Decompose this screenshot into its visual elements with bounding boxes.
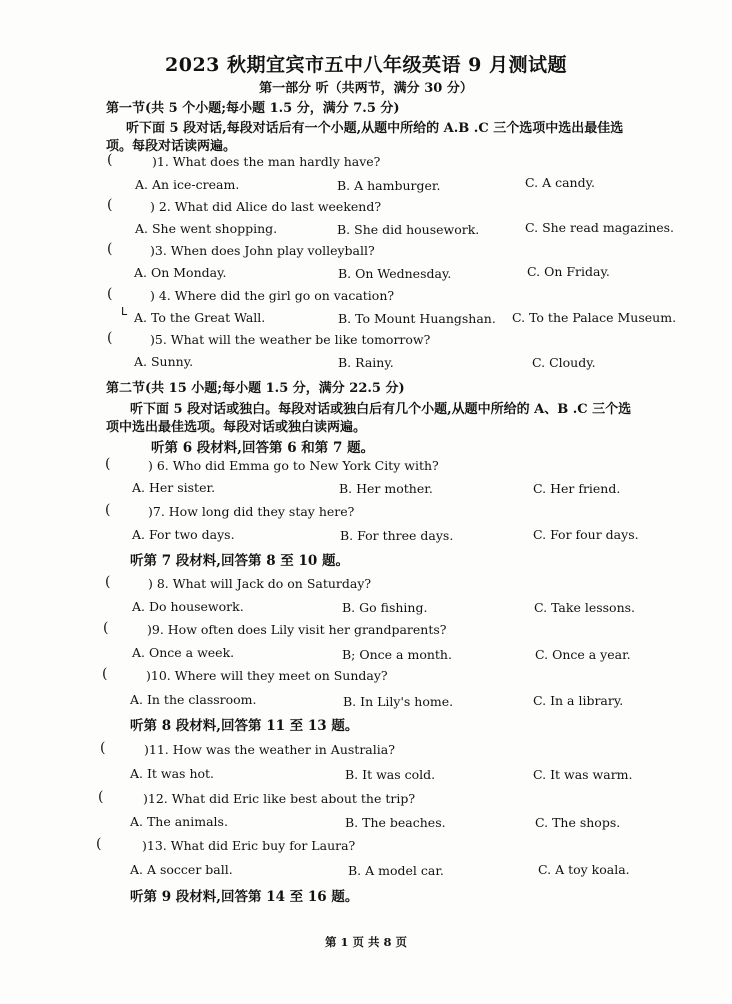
question-8-option-a: A. Do housework. [132, 599, 244, 614]
answer-paren: ( [107, 286, 113, 302]
question-6-option-b: B. Her mother. [339, 481, 433, 496]
question-12-text: )12. What did Eric like best about the trip? [143, 791, 416, 806]
section-one-instruction-line1: 听下面 5 段对话,每段对话后有一个小题,从题中所给的 A.B .C 三个选项中选出最佳选 [126, 121, 624, 136]
question-2-option-c: C. She read magazines. [525, 220, 675, 235]
question-1-option-c: C. A candy. [525, 175, 595, 190]
answer-paren: ( [105, 456, 111, 472]
answer-paren: ( [103, 620, 109, 636]
question-1-option-a: A. An ice-cream. [135, 177, 240, 192]
question-2-text: ) 2. What did Alice do last weekend? [150, 199, 382, 214]
question-3-option-b: B. On Wednesday. [338, 266, 452, 281]
question-10-option-b: B. In Lily's home. [343, 694, 454, 709]
question-7-text: )7. How long did they stay here? [148, 504, 355, 519]
answer-paren: ( [107, 330, 113, 346]
question-12-option-b: B. The beaches. [345, 815, 446, 830]
section-one-heading: 第一节(共 5 个小题;每小题 1.5 分，满分 7.5 分) [106, 101, 400, 116]
question-8-text: ) 8. What will Jack do on Saturday? [148, 576, 372, 591]
answer-paren: ( [107, 241, 113, 257]
question-5-text: )5. What will the weather be like tomorrow? [150, 332, 431, 347]
question-3-option-c: C. On Friday. [527, 264, 610, 279]
question-6-text: ) 6. Who did Emma go to New York City with? [148, 458, 439, 473]
question-6-option-c: C. Her friend. [533, 481, 621, 496]
question-4-option-a: A. To the Great Wall. [134, 310, 266, 325]
answer-paren: ( [107, 197, 113, 213]
question-8-option-c: C. Take lessons. [534, 600, 636, 615]
answer-paren: ( [107, 152, 113, 168]
question-5-option-c: C. Cloudy. [532, 355, 596, 370]
question-5-option-a: A. Sunny. [134, 354, 194, 369]
question-9-option-a: A. Once a week. [132, 645, 235, 660]
question-2-option-b: B. She did housework. [337, 222, 480, 237]
question-8-option-b: B. Go fishing. [342, 600, 428, 615]
question-4-option-b: B. To Mount Huangshan. [338, 311, 496, 326]
question-7-option-c: C. For four days. [533, 527, 639, 542]
exam-title: 2023 秋期宜宾市五中八年级英语 9 月测试题 [165, 54, 567, 76]
question-5-option-b: B. Rainy. [338, 355, 394, 370]
question-11-option-a: A. It was hot. [130, 766, 215, 781]
material-8-heading: 听第 8 段材料,回答第 11 至 13 题。 [130, 718, 359, 734]
answer-paren: ( [98, 789, 104, 805]
question-13-text: )13. What did Eric buy for Laura? [142, 838, 356, 853]
question-13-option-a: A. A soccer ball. [130, 862, 233, 877]
question-11-option-c: C. It was warm. [533, 767, 633, 782]
question-6-option-a: A. Her sister. [132, 480, 216, 495]
question-11-text: )11. How was the weather in Australia? [144, 742, 395, 757]
question-10-option-a: A. In the classroom. [130, 692, 257, 707]
question-12-option-a: A. The animals. [130, 814, 228, 829]
page-number: 第 1 页 共 8 页 [324, 935, 408, 949]
question-7-option-a: A. For two days. [132, 527, 235, 542]
question-4-option-c: C. To the Palace Museum. [512, 310, 677, 325]
question-3-text: )3. When does John play volleyball? [150, 243, 375, 258]
answer-paren: ( [102, 666, 108, 682]
question-2-option-a: A. She went shopping. [135, 221, 278, 236]
section-two-instruction-line2: 项中选出最佳选项。每段对话或独白读两遍。 [106, 420, 367, 435]
material-6-heading: 听第 6 段材料,回答第 6 和第 7 题。 [151, 440, 375, 456]
part-one-heading: 第一部分 听（共两节，满分 30 分） [259, 81, 473, 96]
question-9-text: )9. How often does Lily visit her grandparents? [147, 622, 447, 637]
question-1-text: )1. What does the man hardly have? [152, 154, 381, 169]
question-10-option-c: C. In a library. [533, 693, 624, 708]
material-9-heading: 听第 9 段材料,回答第 14 至 16 题。 [130, 889, 359, 905]
material-7-heading: 听第 7 段材料,回答第 8 至 10 题。 [130, 553, 349, 569]
question-4-text: ) 4. Where did the girl go on vacation? [150, 288, 395, 303]
question-3-option-a: A. On Monday. [134, 265, 227, 280]
question-9-option-c: C. Once a year. [535, 647, 631, 662]
question-10-text: )10. Where will they meet on Sunday? [146, 668, 388, 683]
pen-mark: ᒪ [121, 305, 128, 318]
section-two-instruction-line1: 听下面 5 段对话或独白。每段对话或独白后有几个小题,从题中所给的 A、B .C 三个选 [130, 402, 632, 417]
answer-paren: ( [105, 502, 111, 518]
question-13-option-c: C. A toy koala. [538, 862, 630, 877]
question-1-option-b: B. A hamburger. [337, 178, 441, 193]
section-one-instruction-line2: 项。每段对话读两遍。 [106, 139, 237, 154]
section-two-heading: 第二节(共 15 小题;每小题 1.5 分，满分 22.5 分) [106, 381, 405, 396]
question-11-option-b: B. It was cold. [345, 767, 436, 782]
answer-paren: ( [100, 740, 106, 756]
question-9-option-b: B; Once a month. [342, 647, 452, 662]
question-7-option-b: B. For three days. [340, 528, 454, 543]
question-13-option-b: B. A model car. [348, 863, 444, 878]
question-12-option-c: C. The shops. [535, 815, 621, 830]
answer-paren: ( [105, 574, 111, 590]
answer-paren: ( [96, 836, 102, 852]
